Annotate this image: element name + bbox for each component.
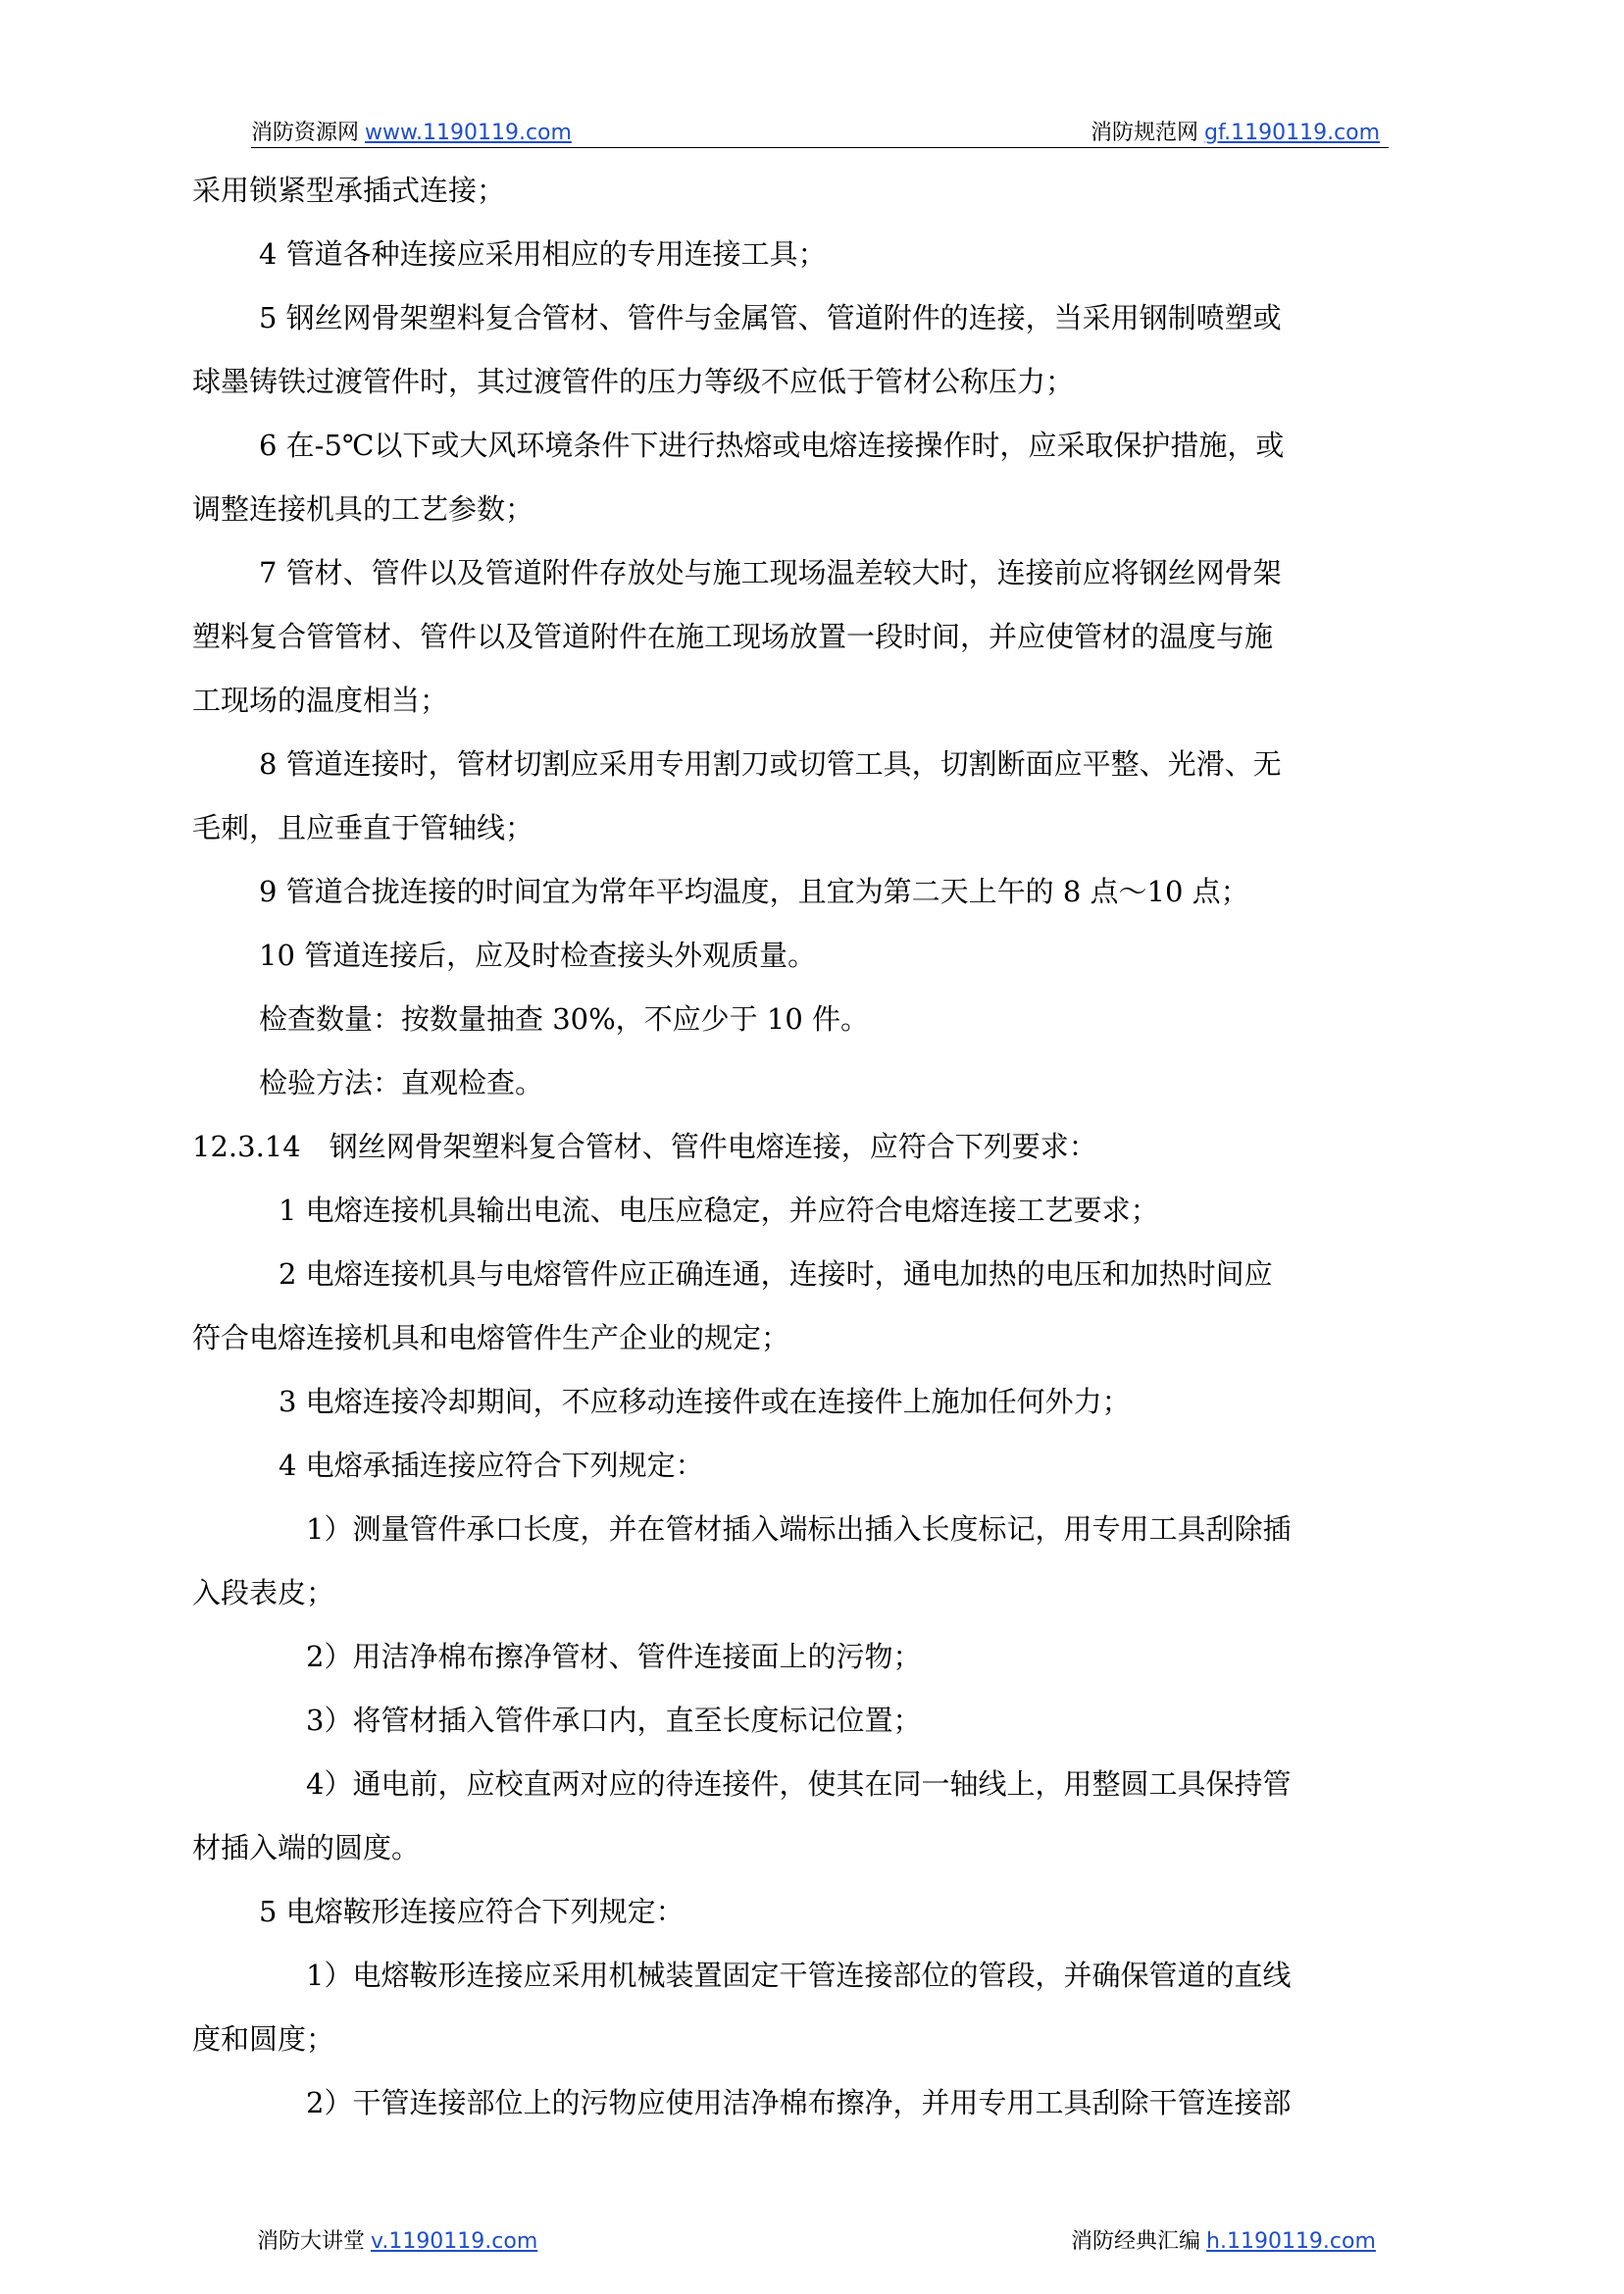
text-line: 采用锁紧型承插式连接； xyxy=(192,174,506,207)
footer-left-link[interactable]: v.1190119.com xyxy=(371,2229,538,2254)
footer-right-link[interactable]: h.1190119.com xyxy=(1206,2229,1376,2254)
text-line: 6 在-5℃以下或大风环境条件下进行热熔或电熔连接操作时，应采取保护措施，或 xyxy=(259,429,1285,462)
header-divider xyxy=(251,147,1389,148)
text-line: 2 电熔连接机具与电熔管件应正确连通，连接时，通电加热的电压和加热时间应 xyxy=(279,1257,1273,1291)
text-line: 符合电熔连接机具和电熔管件生产企业的规定； xyxy=(192,1321,790,1354)
text-line: 3）将管材插入管件承口内，直至长度标记位置； xyxy=(306,1704,922,1737)
text-line: 塑料复合管管材、管件以及管道附件在施工现场放置一段时间，并应使管材的温度与施 xyxy=(192,620,1274,653)
text-line: 工现场的温度相当； xyxy=(192,684,449,717)
text-line: 材插入端的圆度。 xyxy=(192,1831,421,1864)
text-line: 7 管材、管件以及管道附件存放处与施工现场温差较大时，连接前应将钢丝网骨架 xyxy=(259,556,1282,589)
text-line: 度和圆度； xyxy=(192,2022,335,2056)
header-left-site-name: 消防资源网 xyxy=(251,121,360,145)
header-right xyxy=(1091,116,1380,151)
header-left-link[interactable]: www.1190119.com xyxy=(365,121,572,145)
text-line: 10 管道连接后，应及时检查接头外观质量。 xyxy=(259,939,817,972)
text-line: 5 电熔鞍形连接应符合下列规定： xyxy=(259,1895,685,1928)
text-line: 3 电熔连接冷却期间，不应移动连接件或在连接件上施加任何外力； xyxy=(279,1385,1131,1418)
text-line: 1 电熔连接机具输出电流、电压应稳定，并应符合电熔连接工艺要求； xyxy=(279,1194,1159,1227)
footer-right-site-name: 消防经典汇编 xyxy=(1071,2229,1201,2254)
text-line: 5 钢丝网骨架塑料复合管材、管件与金属管、管道附件的连接，当采用钢制喷塑或 xyxy=(259,301,1282,334)
text-line: 4 电熔承插连接应符合下列规定： xyxy=(279,1449,704,1482)
text-line: 毛刺，且应垂直于管轴线； xyxy=(192,811,534,844)
text-line: 2）干管连接部位上的污物应使用洁净棉布擦净，并用专用工具刮除干管连接部 xyxy=(306,2086,1292,2119)
text-line: 4 管道各种连接应采用相应的专用连接工具； xyxy=(259,237,827,271)
footer-right xyxy=(1071,2224,1376,2255)
text-line: 检验方法：直观检查。 xyxy=(259,1066,544,1099)
document-body xyxy=(192,159,1447,2135)
header-left xyxy=(251,116,572,151)
text-line: 2）用洁净棉布擦净管材、管件连接面上的污物； xyxy=(306,1640,922,1673)
text-line: 8 管道连接时，管材切割应采用专用割刀或切管工具，切割断面应平整、光滑、无 xyxy=(259,747,1282,781)
text-line: 检查数量：按数量抽查 30%，不应少于 10 件。 xyxy=(259,1002,870,1036)
header-right-site-name: 消防规范网 xyxy=(1091,121,1199,145)
footer-left xyxy=(257,2224,537,2255)
header-right-link[interactable]: gf.1190119.com xyxy=(1204,121,1381,145)
text-line: 调整连接机具的工艺参数； xyxy=(192,492,534,526)
text-line: 1）测量管件承口长度，并在管材插入端标出插入长度标记，用专用工具刮除插 xyxy=(306,1512,1292,1546)
text-line: 4）通电前，应校直两对应的待连接件，使其在同一轴线上，用整圆工具保持管 xyxy=(306,1767,1292,1801)
section-heading: 12.3.14 钢丝网骨架塑料复合管材、管件电熔连接，应符合下列要求： xyxy=(192,1130,1097,1163)
text-line: 1）电熔鞍形连接应采用机械装置固定干管连接部位的管段，并确保管道的直线 xyxy=(306,1959,1292,1992)
text-line: 入段表皮； xyxy=(192,1576,335,1609)
text-line: 9 管道合拢连接的时间宜为常年平均温度，且宜为第二天上午的 8 点～10 点； xyxy=(259,875,1249,908)
footer-left-site-name: 消防大讲堂 xyxy=(257,2229,366,2254)
text-line: 球墨铸铁过渡管件时，其过渡管件的压力等级不应低于管材公称压力； xyxy=(192,365,1075,398)
